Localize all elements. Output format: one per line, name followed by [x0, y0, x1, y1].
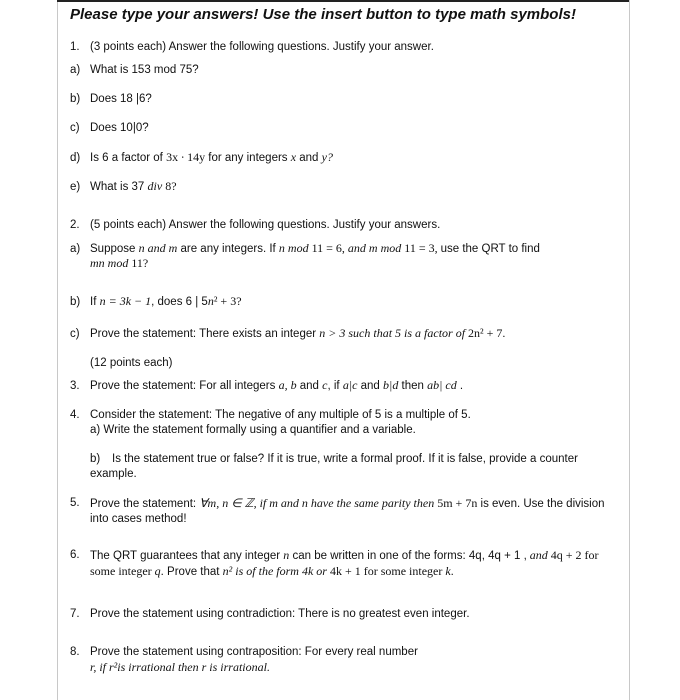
part-text: What is 37 [90, 181, 148, 193]
part-label: d) [70, 152, 81, 164]
part-text: Is 6 a factor of [90, 152, 167, 164]
page-title: Please type your answers! Use the insert button to type math symbols! [70, 6, 576, 23]
question-text: Prove the statement using contraposition: For every real number [90, 646, 418, 658]
math-expression: and [526, 548, 548, 562]
part-text: and [296, 152, 322, 164]
part-label: c) [70, 328, 80, 340]
left-margin-rule [57, 0, 58, 700]
math-expression: 4k + 1 for some integer [326, 564, 446, 578]
question-number: 7. [70, 608, 80, 620]
part-label: b) [70, 93, 81, 105]
math-variable: q [154, 564, 161, 578]
part-text: are any integers. If [177, 243, 279, 255]
math-expression: n > 3 such that 5 is a factor of [319, 326, 466, 340]
question-text: . [450, 566, 454, 578]
part-label: b) [70, 296, 81, 308]
question-text: (3 points each) Answer the following questions. Justify your answer. [90, 41, 434, 53]
part-text: use the QRT to find [440, 243, 540, 255]
math-expression: ² + 3? [213, 294, 242, 308]
question-text: is even. Use the division into cases method! [90, 498, 605, 525]
question-1d [70, 150, 620, 166]
question-text: and [357, 380, 384, 392]
question-4b [90, 452, 600, 482]
math-expression: 3x ∙ 14y [166, 150, 206, 164]
part-text: What is 153 mod 75? [90, 64, 199, 76]
question-2a [70, 241, 620, 257]
question-text: . Prove that [160, 566, 223, 578]
math-expression: n and m [138, 241, 178, 255]
part-text: Does 18 |6? [90, 93, 152, 105]
question-1c [70, 121, 620, 136]
part-label: c) [70, 122, 80, 134]
part-label: a) [70, 243, 81, 255]
math-expression: 11 = 3, [401, 241, 441, 255]
math-expression: n mod [278, 241, 309, 255]
question-5 [70, 496, 605, 527]
question-number: 2. [70, 219, 80, 231]
points-note: (12 points each) [90, 357, 173, 369]
part-text: Is the statement true or false? If it is true, write a formal proof. If it is false, provide a counter example. [90, 453, 578, 480]
math-expression: n² is of the form 4k or [222, 564, 327, 578]
question-1 [70, 40, 620, 55]
question-2b [70, 294, 620, 310]
question-number: 4. [70, 409, 80, 421]
part-label: a) [70, 64, 81, 76]
question-6 [70, 548, 625, 580]
question-text: . [456, 380, 464, 392]
question-number: 1. [70, 41, 80, 53]
question-8-line2 [90, 660, 640, 676]
math-expression: 5m + 7n [434, 496, 478, 510]
question-1a [70, 63, 620, 78]
math-variable: n [207, 294, 214, 308]
question-text: , if [327, 380, 343, 392]
math-expression: 4q + 2 for some integer [90, 548, 599, 578]
math-variable: n [283, 548, 290, 562]
math-variable: k [445, 564, 451, 578]
math-expression: mn mod [90, 256, 129, 270]
math-expression: a|c [342, 378, 358, 392]
question-number: 5. [70, 497, 80, 509]
math-expression: n = 3k − 1 [99, 294, 152, 308]
question-text: then [398, 380, 428, 392]
question-text: Prove the statement using contradiction: There is no greatest even integer. [90, 608, 470, 620]
part-text: , does 6 | 5 [151, 296, 208, 308]
part-text: for any integers [205, 152, 291, 164]
question-text: Prove the statement: For all integers [90, 380, 279, 392]
math-variable: x [290, 150, 297, 164]
question-8 [70, 645, 620, 660]
math-expression: ab| cd [427, 378, 457, 392]
question-2c [70, 326, 620, 342]
math-expression: 2n² + 7. [465, 326, 506, 340]
part-text: Prove the statement: There exists an integer [90, 328, 320, 340]
question-text: Consider the statement: The negative of any multiple of 5 is a multiple of 5. [90, 409, 471, 421]
question-3 [70, 378, 620, 394]
math-variable: y? [321, 150, 333, 164]
math-expression: 11 = 6, [308, 241, 348, 255]
question-number: 6. [70, 549, 80, 561]
math-expression: div [147, 179, 163, 193]
question-text: Prove the statement: [90, 498, 200, 510]
question-4 [70, 408, 620, 423]
question-number: 8. [70, 646, 80, 658]
part-text: Does 10|0? [90, 122, 149, 134]
question-text: and [296, 380, 323, 392]
math-variable: c [322, 378, 328, 392]
question-1b [70, 92, 620, 107]
top-border [57, 0, 629, 2]
part-label: b) [90, 453, 101, 465]
part-text: If [90, 296, 100, 308]
question-7 [70, 607, 620, 622]
question-2a-line2 [90, 256, 640, 272]
right-margin-rule [629, 0, 630, 700]
question-2 [70, 218, 620, 233]
question-text: can be written in one of the forms: 4q, 4q + 1 , [289, 550, 527, 562]
question-4a: a) Write the statement formally using a quantifier and a variable. [90, 424, 416, 436]
part-text: 8? [162, 179, 177, 193]
math-expression: ∀m, n ∈ ℤ, if m and n have the same parity then [199, 496, 435, 510]
math-expression: b|d [383, 378, 399, 392]
part-text: Suppose [90, 243, 139, 255]
part-label: e) [70, 181, 81, 193]
question-1e [70, 179, 620, 195]
math-expression: and m mod [347, 241, 402, 255]
math-variable: a, b [278, 378, 297, 392]
math-expression: r, if r²is irrational then r is irrational. [90, 660, 270, 674]
question-number: 3. [70, 380, 80, 392]
math-expression: 11? [128, 256, 149, 270]
question-text: (5 points each) Answer the following questions. Justify your answers. [90, 219, 441, 231]
question-text: The QRT guarantees that any integer [90, 550, 284, 562]
